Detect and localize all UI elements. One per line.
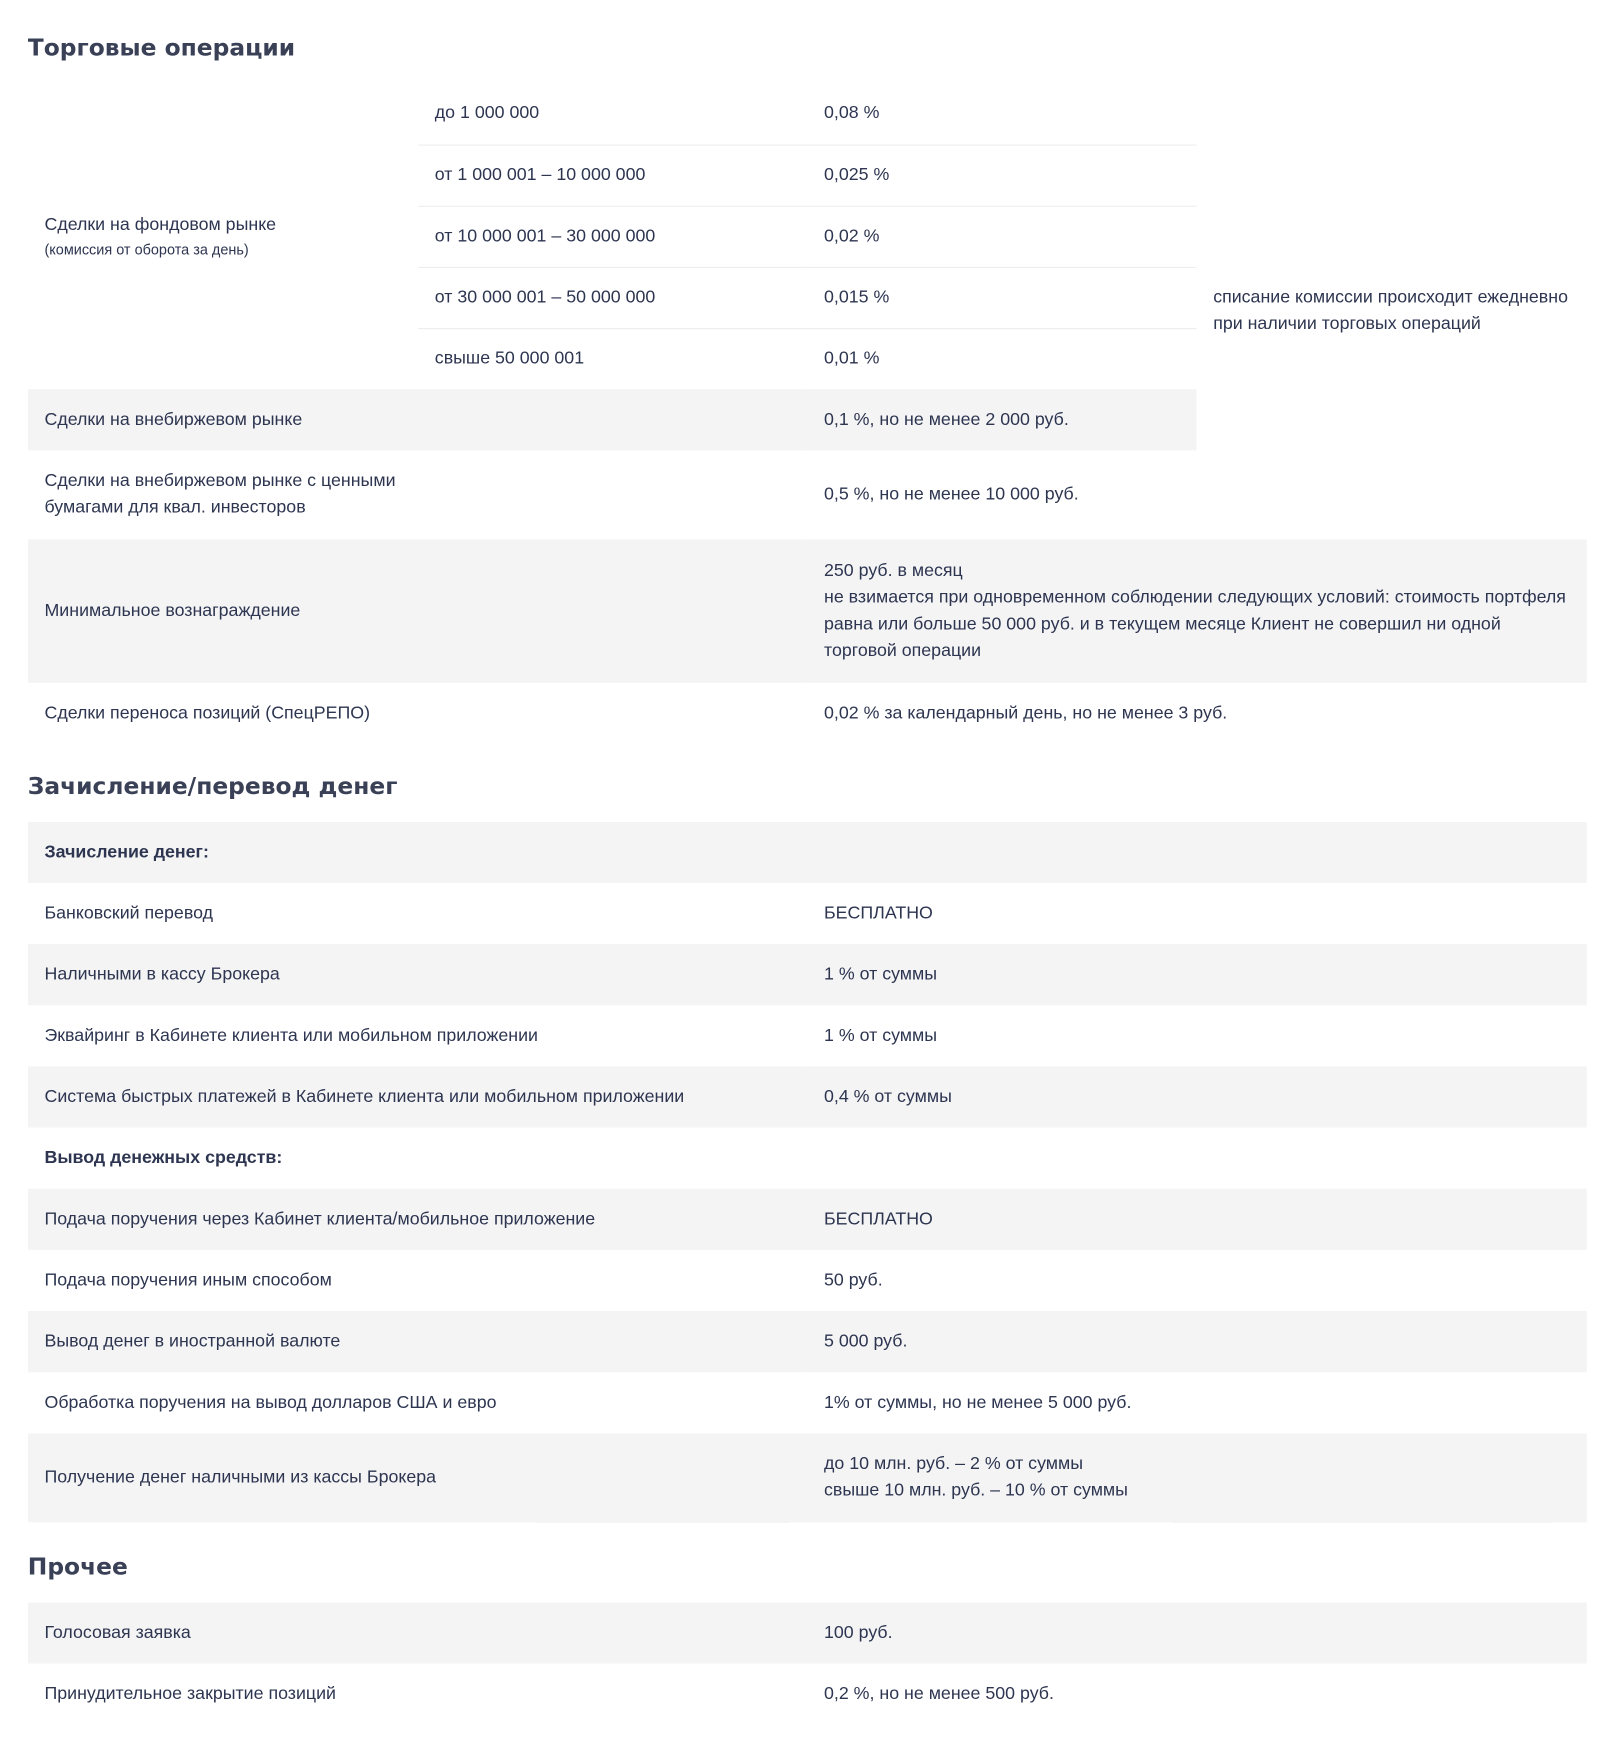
otc-qual-value: 0,5 %, но не менее 10 000 руб. <box>823 484 1079 504</box>
otc-label: Сделки на внебиржевом рынке <box>28 389 808 450</box>
row-value: 1 % от суммы <box>807 944 1587 1005</box>
row-value: 5 000 руб. <box>807 1311 1587 1372</box>
table-row <box>28 1433 1587 1522</box>
row-value: 0,2 %, но не менее 500 руб. <box>823 1684 1054 1704</box>
row-label: Наличными в кассу Брокера <box>28 944 808 1005</box>
table-row <box>28 1311 1587 1372</box>
row-label: Подача поручения через Кабинет клиента/мобильное приложение <box>28 1189 808 1250</box>
row-label: Банковский перевод <box>44 903 213 923</box>
row-value: 50 руб. <box>823 1270 883 1290</box>
other-table <box>28 1602 1587 1724</box>
tier-rate: 0,015 % <box>807 267 1196 328</box>
withdraw-header: Вывод денежных средств: <box>44 1148 283 1168</box>
section-title-trading: Торговые операции <box>27 34 296 62</box>
table-row <box>28 883 1587 944</box>
table-row <box>28 1066 1587 1127</box>
repo-value: 0,02 % за календарный день, но не менее 3 руб. <box>823 703 1228 723</box>
section-title-money: Зачисление/перевод денег <box>27 772 398 800</box>
table-row <box>28 1250 1587 1311</box>
tier-range: от 30 000 001 – 50 000 000 <box>418 267 807 328</box>
deposit-header: Зачисление денег: <box>28 822 1587 883</box>
stock-market-label: Сделки на фондовом рынке <box>44 215 277 235</box>
stock-market-sublabel: (комиссия от оборота за день) <box>44 240 249 258</box>
row-label: Эквайринг в Кабинете клиента или мобильном приложении <box>44 1025 538 1045</box>
row-value: 100 руб. <box>807 1602 1587 1663</box>
row-label: Система быстрых платежей в Кабинете клиента или мобильном приложении <box>28 1066 808 1127</box>
min-fee-value: 250 руб. в месяц не взимается при одновременном соблюдении следующих условий: стоимость портфеля равна или больше 50 000 руб. и в текущем месяце Клиент не совершил ни одной торговой операции <box>807 539 1587 682</box>
row-label: Получение денег наличными из кассы Брокера <box>28 1433 808 1522</box>
row-label: Вывод денег в иностранной валюте <box>28 1311 808 1372</box>
section-title-other: Прочее <box>27 1553 128 1581</box>
table-row <box>28 1005 1587 1066</box>
row-value: 1% от суммы, но не менее 5 000 руб. <box>823 1392 1132 1412</box>
table-row <box>28 1664 1587 1725</box>
table-row <box>28 944 1587 1005</box>
tier-range: свыше 50 000 001 <box>434 348 585 368</box>
tier-rate: 0,01 % <box>823 348 880 368</box>
row-value: до 10 млн. руб. – 2 % от суммы свыше 10 млн. руб. – 10 % от суммы <box>807 1433 1587 1522</box>
money-table <box>28 822 1587 1523</box>
row-label: Подача поручения иным способом <box>44 1270 332 1290</box>
otc-qual-label-text: Сделки на внебиржевом рынке с ценными бумагами для квал. инвесторов <box>44 471 396 518</box>
tier-range: от 10 000 001 – 30 000 000 <box>418 206 807 267</box>
tier-rate: 0,025 % <box>807 145 1196 206</box>
row-value: 1 % от суммы <box>823 1025 938 1045</box>
commission-note: списание комиссии происходит ежедневно при наличии торговых операций <box>1213 288 1568 334</box>
repo-label: Сделки переноса позиций (СпецРЕПО) <box>44 703 371 723</box>
otc-qual-label <box>28 450 808 539</box>
row-value: БЕСПЛАТНО <box>807 1189 1587 1250</box>
table-row <box>28 1189 1587 1250</box>
row-value: 0,4 % от суммы <box>807 1066 1587 1127</box>
row-label: Голосовая заявка <box>28 1602 808 1663</box>
tier-rate: 0,02 % <box>807 206 1196 267</box>
stock-market-label-cell <box>28 83 418 389</box>
table-row <box>28 1602 1587 1663</box>
otc-value: 0,1 %, но не менее 2 000 руб. <box>807 389 1196 450</box>
tier-rate: 0,08 % <box>807 83 1196 144</box>
row-label: Обработка поручения на вывод долларов США и евро <box>44 1392 497 1412</box>
trading-table <box>28 83 1587 744</box>
row-label: Принудительное закрытие позиций <box>44 1684 336 1704</box>
min-fee-label: Минимальное вознаграждение <box>28 539 808 682</box>
tier-range: от 1 000 001 – 10 000 000 <box>418 145 807 206</box>
table-row <box>28 1372 1587 1433</box>
tier-range: до 1 000 000 <box>418 83 807 144</box>
row-value: БЕСПЛАТНО <box>823 903 933 923</box>
